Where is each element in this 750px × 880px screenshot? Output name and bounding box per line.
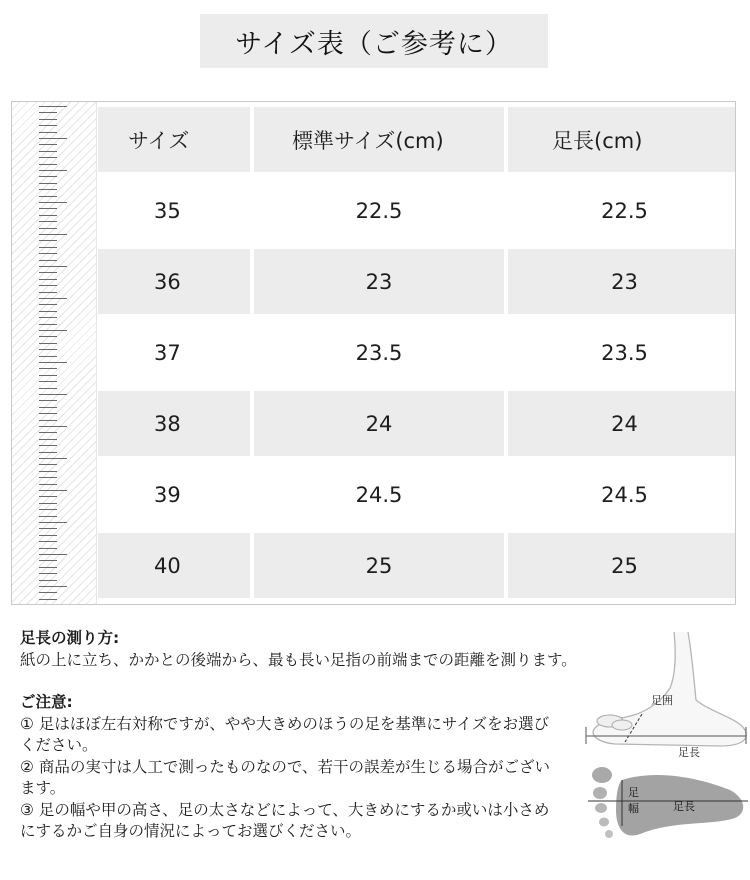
row-4-standard: 24 [254,391,504,456]
ruler-tick [39,228,57,229]
ruler-tick [39,464,57,465]
ruler-tick [39,580,57,581]
ruler-tick [39,349,57,350]
page-title [200,14,548,68]
ruler-tick [39,317,57,318]
ruler-tick [39,381,57,382]
width-label-1: 足 [628,786,639,799]
ruler-tick [39,144,57,145]
row-2-size: 36 [98,249,250,314]
ruler-tick [39,484,57,485]
ruler-tick [39,106,67,107]
ruler-tick [39,573,57,574]
ruler-tick [39,183,57,184]
row-4-size: 38 [98,391,250,456]
ruler-tick [39,413,57,414]
row-3-standard: 23.5 [355,340,403,365]
ruler-tick [39,535,57,536]
ruler-tick [39,522,67,523]
ruler-tick [39,202,67,203]
toe-print-icon [592,767,612,783]
ruler-tick [39,266,67,267]
ruler-tick [39,509,57,510]
row-5-standard: 24.5 [355,482,403,507]
ruler-tick [39,388,57,389]
toe-print-icon [605,830,613,838]
note-item-3: ③ 足の幅や甲の高さ、足の太さなどによって、大きめにするか或いは小さめにするかご自身の情況によってお選びください。 [20,800,550,840]
foot-measurement-diagram [580,630,750,865]
ruler-tick [39,599,57,600]
ruler-tick [39,368,57,369]
ruler-tick [39,164,57,165]
ruler-tick [39,151,57,152]
size-table [11,101,736,605]
ruler-tick [39,362,67,363]
size-table-grid [98,107,731,604]
instructions [20,628,640,843]
ruler-tick [39,407,57,408]
ruler-tick [39,196,57,197]
ruler-tick [39,445,57,446]
ruler-tick [39,234,67,235]
row-1-length: 22.5 [601,198,648,223]
ruler-tick [39,567,57,568]
ruler-tick [39,119,57,120]
ruler-tick [39,356,57,357]
ruler-tick [39,490,67,491]
ruler-tick [39,221,57,222]
ruler-tick [39,132,57,133]
row-6-size: 40 [98,533,250,598]
ruler-tick [39,324,57,325]
ruler-decoration [12,102,97,604]
ruler-tick [39,548,57,549]
ruler-tick [39,112,57,113]
header-size: サイズ [98,107,250,172]
ruler-tick [39,541,57,542]
girth-label: 足囲 [651,694,673,707]
note-item-1: ① 足はほぼ左右対称ですが、やや大きめのほうの足を基準にサイズをお選びください。 [20,714,550,754]
ruler-tick [39,157,57,158]
ruler-tick [39,554,67,555]
ruler-tick [39,311,57,312]
measure-heading: 足長の測り方: [20,629,120,647]
ruler-tick [39,247,57,248]
ruler-tick [39,304,57,305]
ruler-tick [39,330,67,331]
row-1-standard: 22.5 [355,198,403,223]
notes-heading: ご注意: [20,693,73,711]
measure-text: 紙の上に立ち、かかとの後端から、最も長い足指の前端までの距離を測ります。 [20,650,577,669]
ruler-tick [39,285,57,286]
row-6-length: 25 [508,533,735,598]
header-standard-size: 標準サイズ(cm) [254,107,504,172]
ruler-tick [39,471,57,472]
ruler-tick [39,400,57,401]
row-2-length: 23 [508,249,735,314]
row-3-size: 37 [154,340,181,365]
row-1-size: 35 [154,198,181,223]
ruler-tick [39,528,57,529]
ruler-tick [39,426,67,427]
ruler-tick [39,298,67,299]
ruler-tick [39,253,57,254]
ruler-tick [39,215,57,216]
ruler-tick [39,189,57,190]
ruler-tick [39,240,57,241]
page-title-text: サイズ表（ご参考に） [235,28,513,60]
ruler-tick [39,420,57,421]
ruler-tick [39,343,57,344]
row-5-length: 24.5 [601,482,648,507]
ruler-tick [39,452,57,453]
ruler-tick [39,496,57,497]
length-label-bottom: 足長 [673,800,695,813]
ruler-tick [39,292,57,293]
ruler-tick [39,586,67,587]
ruler-tick [39,516,57,517]
ruler-tick [39,125,57,126]
header-foot-length: 足長(cm) [508,107,735,172]
ruler-tick [39,503,57,504]
row-5-size: 39 [154,482,181,507]
ruler-tick [39,439,57,440]
ruler-tick [39,560,57,561]
ruler-tick [39,592,57,593]
ruler-tick [39,170,67,171]
ruler-tick [39,279,57,280]
row-2-standard: 23 [254,249,504,314]
ruler-tick [39,375,57,376]
ruler-tick [39,336,57,337]
width-label-2: 幅 [628,802,639,815]
row-4-length: 24 [508,391,735,456]
toe-print-icon [599,818,609,827]
toe-print-icon [593,787,607,799]
length-label: 足長 [678,746,700,759]
ruler-tick [39,432,57,433]
ruler-tick [39,477,57,478]
ruler-tick [39,394,67,395]
row-3-length: 23.5 [601,340,648,365]
row-6-standard: 25 [254,533,504,598]
ruler-tick [39,458,67,459]
toe-print-icon [595,803,607,813]
toe-icon [612,720,632,730]
ruler-tick [39,260,57,261]
ruler-tick [39,272,57,273]
ruler-tick [39,208,57,209]
note-item-2: ② 商品の実寸は人工で測ったものなので、若干の誤差が生じる場合がございます。 [20,757,551,797]
ruler-tick [39,176,57,177]
ruler-tick [39,138,67,139]
